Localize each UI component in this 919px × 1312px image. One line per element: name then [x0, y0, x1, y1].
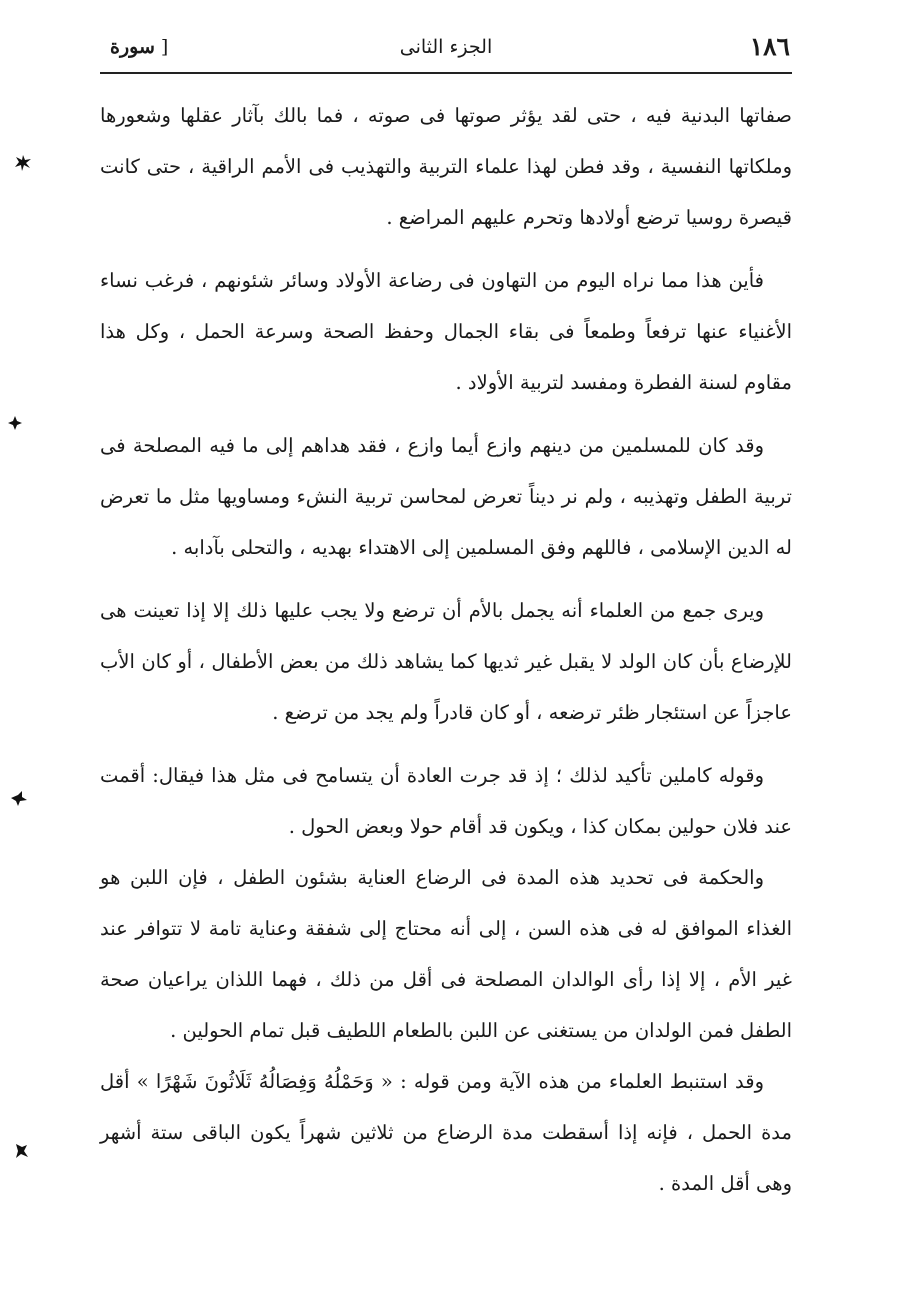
paragraph: صفاتها البدنية فيه ، حتى لقد يؤثر صوتها فى صوته ، فما بالك بآثار عقلها وشعورها وملكاتها النفسية ، وقد فطن لهذا علماء التربية والتهذيب فى الأمم الراقية ، حتى كانت قيصرة روسيا ترضع أولادها وتحرم عليهم المراضع . [100, 104, 792, 229]
ink-blot-icon [14, 154, 32, 172]
paragraph: وقوله كاملين تأكيد لذلك ؛ إذ قد جرت العادة أن يتسامح فى مثل هذا فيقال: أقمت عند فلان حولين بمكان كذا ، ويكون قد أقام حولا وبعض الحول . [100, 764, 792, 838]
surah-label [110, 36, 168, 58]
surah-label-text: سورة [110, 36, 155, 58]
body-text [100, 74, 792, 1209]
book-page [100, 30, 792, 1209]
ink-blot-icon [10, 790, 28, 808]
ink-blot-icon [6, 414, 24, 432]
page-header [100, 30, 792, 74]
paragraph: وقد استنبط العلماء من هذه الآية ومن قوله : « وَحَمْلُهُ وَفِصَالُهُ ثَلَاثُونَ شَهْرًا » أقل مدة الحمل ، فإنه إذا أسقطت مدة الرضاع من ثلاثين شهراً يكون الباقى ستة أشهر وهى أقل المدة . [100, 1070, 792, 1195]
paragraph: وقد كان للمسلمين من دينهم وازع أيما وازع ، فقد هداهم إلى ما فيه المصلحة فى تربية الطفل وتهذيبه ، ولم نر ديناً تعرض لمحاسن تربية النشء ومساويها مثل ما تعرض له الدين الإسلامى ، فاللهم وفق المسلمين إلى الاهتداء بهديه ، والتحلى بآدابه . [100, 434, 792, 559]
bracket-glyph: [ [160, 36, 169, 58]
part-title: الجزء الثانى [399, 36, 493, 58]
paragraph: فأين هذا مما نراه اليوم من التهاون فى رضاعة الأولاد وسائر شئونهم ، فرغب نساء الأغنياء عنها ترفعاً وطمعاً فى بقاء الجمال وحفظ الصحة وسرعة الحمل ، وكل هذا مقاوم لسنة الفطرة ومفسد لتربية الأولاد . [100, 269, 792, 394]
paragraph: والحكمة فى تحديد هذه المدة فى الرضاع العناية بشئون الطفل ، فإن اللبن هو الغذاء الموافق له فى هذه السن ، إلى أنه محتاج إلى شفقة وعناية تامة لا تتوافر عند غير الأم ، إلا إذا رأى الوالدان المصلحة فى أقل من ذلك ، فهما اللذان يراعيان صحة الطفل فمن الولدان من يستغنى عن اللبن بالطعام اللطيف قبل تمام الحولين . [100, 866, 792, 1042]
ink-blot-icon [12, 1142, 30, 1160]
paragraph: ويرى جمع من العلماء أنه يجمل بالأم أن ترضع ولا يجب عليها ذلك إلا إذا تعينت هى للإرضاع بأن كان الولد لا يقبل غير ثديها كما يشاهد ذلك من بعض الأطفال ، أو كان الأب عاجزاً عن استئجار ظئر ترضعه ، أو كان قادراً ولم يجد من ترضع . [100, 599, 792, 724]
page-number: ١٨٦ [749, 32, 790, 61]
